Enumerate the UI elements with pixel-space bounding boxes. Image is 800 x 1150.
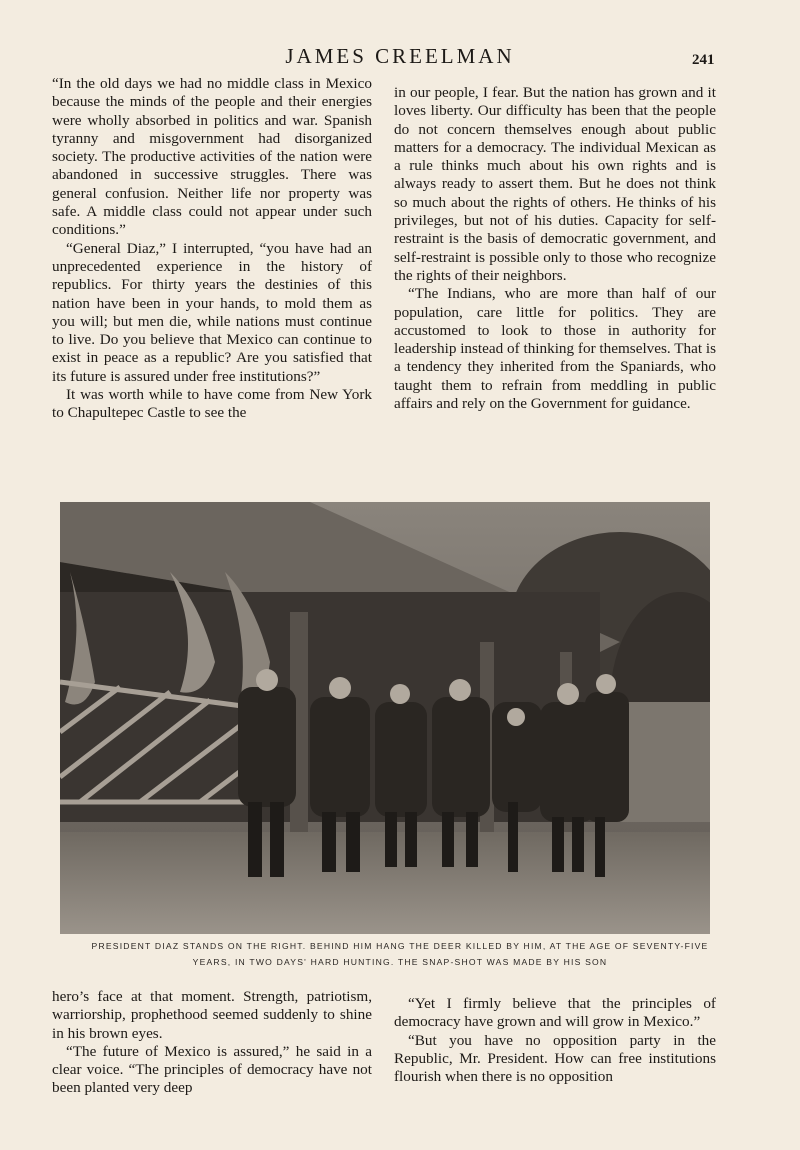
paragraph: “General Diaz,” I interrupted, “you have had an unprecedented experience in the history of republics. For thirty years the destinies of this nation have been in your hands, to mold them as you will; but men die, while nations must continue to live. Do you believe that Mexico can continue to exist in peace as a republic? Are you satisfied that its future is assured under free institutions?”	[52, 239, 372, 385]
paragraph: hero’s face at that moment. Strength, patriotism, warriorship, prophethood seemed suddenly to shine in his brown eyes.	[52, 988, 372, 1042]
paragraph: It was worth while to have come from New York to Chapultepec Castle to see the	[52, 386, 372, 422]
paragraph: “But you have no opposition party in the Republic, Mr. President. How can free institutions flourish when there is no opposition	[394, 1031, 716, 1086]
caption-line: PRESIDENT DIAZ STANDS ON THE RIGHT. BEHIND HIM HANG THE DEER KILLED BY HIM, AT THE AGE OF SEVENTY-FIVE	[91, 941, 709, 951]
column-top-left	[52, 75, 372, 423]
running-title: JAMES CREELMAN	[285, 44, 515, 68]
paragraph: in our people, I fear. But the nation has grown and it loves liberty. Our difficulty has been that the people do not concern themselves enough about public matters for a democracy. The individual Mexican as a rule thinks much about his own rights and is always ready to assert them. But he does not think so much about the rights of others. He thinks of his privileges, but not of his duties. Capacity for self-restraint is the basis of democratic government, and self-restraint is possible only to those who recognize the rights of their neighbors.	[394, 84, 716, 284]
hunting-party-photograph	[60, 502, 710, 934]
caption-line: YEARS, IN TWO DAYS' HARD HUNTING. THE SNAP-SHOT WAS MADE BY HIS SON	[192, 957, 608, 967]
paragraph: “In the old days we had no middle class in Mexico because the minds of the people and their energies were wholly absorbed in politics and war. Spanish tyranny and misgovernment had disorganized society. The productive activities of the nation were abandoned in successive struggles. There was general confusion. Neither life nor property was safe. A middle class could not appear under such conditions.”	[52, 75, 372, 239]
page-number: 241	[692, 52, 715, 68]
paragraph: “Yet I firmly believe that the principles of democracy have grown and will grow in Mexico.”	[394, 995, 716, 1031]
column-top-right	[394, 84, 716, 413]
photo-caption	[40, 938, 760, 970]
paragraph: “The future of Mexico is assured,” he said in a clear voice. “The principles of democracy have not been planted very deep	[52, 1042, 372, 1097]
column-bottom-left	[52, 988, 372, 1098]
paragraph: “The Indians, who are more than half of our population, care little for politics. They are accustomed to look to those in authority for leadership instead of thinking for themselves. That is a tendency they inherited from the Spaniards, who taught them to refrain from meddling in public affairs and rely on the Government for guidance.	[394, 285, 716, 413]
column-bottom-right	[394, 995, 716, 1086]
